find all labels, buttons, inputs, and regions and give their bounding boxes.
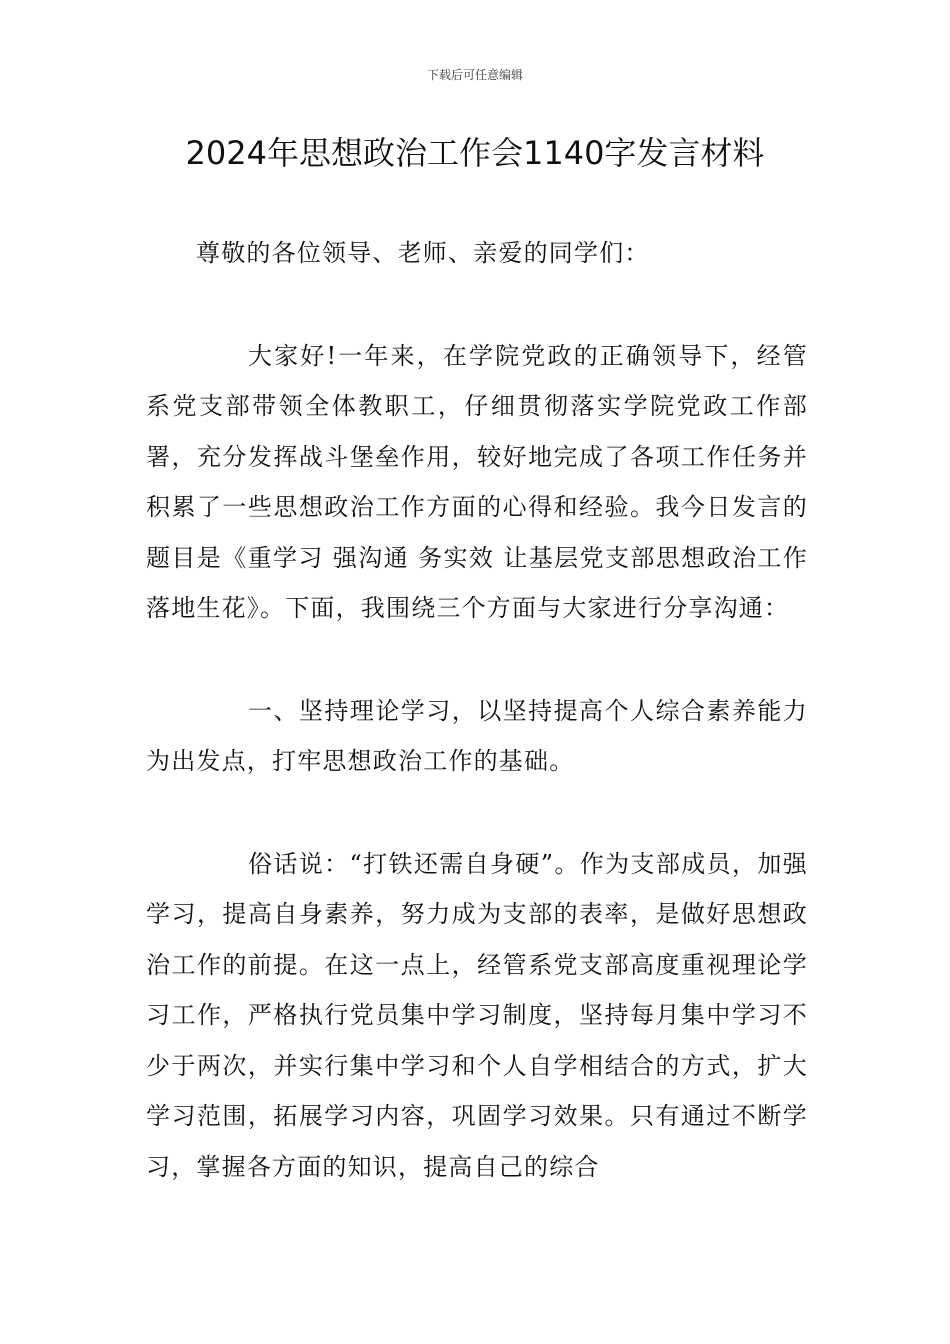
header-note: 下载后可任意编辑 — [426, 68, 523, 82]
paragraph-body: 俗话说：“打铁还需自身硬”。作为支部成员，加强学习，提高自身素养，努力成为支部的表率，是做好思想政治工作的前提。在这一点上，经管系党支部高度重视理论学习工作，严格执行党员集中学习制度，坚持每月集中学习不少于两次，并实行集中学习和个人自学相结合的方式，扩大学习范围，拓展学习内容，巩固学习效果。只有通过不断学习，掌握各方面的知识，提高自己的综合 — [146, 849, 808, 1181]
paragraph-section-heading: 一、坚持理论学习，以坚持提高个人综合素养能力为出发点，打牢思想政治工作的基础。 — [146, 696, 808, 775]
salutation: 尊敬的各位领导、老师、亲爱的同学们： — [196, 239, 650, 267]
paragraph-intro: 大家好!一年来，在学院党政的正确领导下，经管系党支部带领全体教职工，仔细贯彻落实学院党政工作部署，充分发挥战斗堡垒作用，较好地完成了各项工作任务并积累了一些思想政治工作方面的心得和经验。我今日发言的题目是《重学习 强沟通 务实效 让基层党支部思想政治工作落地生花》。下面，我围绕三个方面与大家进行分享沟通： — [146, 341, 808, 622]
document-title: 2024年思想政治工作会1140字发言材料 — [185, 134, 765, 172]
document-body — [146, 228, 808, 1244]
